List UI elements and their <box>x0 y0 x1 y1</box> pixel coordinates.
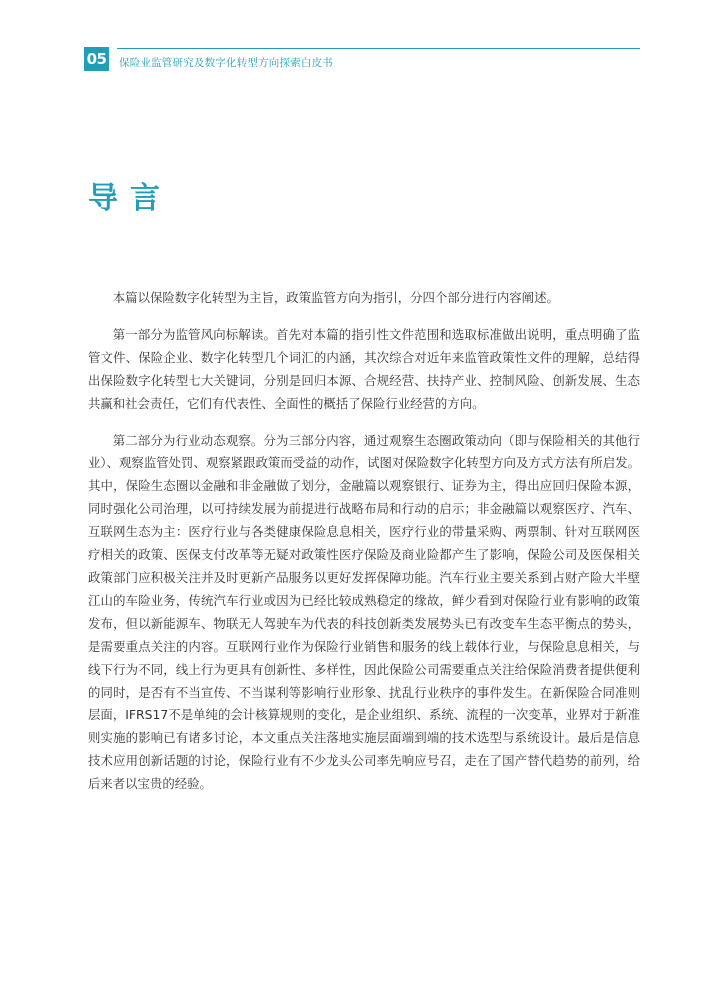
header-rule <box>117 48 640 49</box>
document-title: 保险业监管研究及数字化转型方向探索白皮书 <box>119 57 333 69</box>
paragraph-intro: 本篇以保险数字化转型为主旨，政策监管方向为指引，分四个部分进行内容阐述。 <box>112 290 559 305</box>
body-text <box>88 287 640 810</box>
paragraph-part-two: 第二部分为行业动态观察。分为三部分内容，通过观察生态圈政策动向（即与保险相关的其他行业）、观察监管处罚、观察紧跟政策而受益的动作，试图对保险数字化转型方向及方式方法有所启发。其中，保险生态圈以金融和非金融做了划分，金融篇以观察银行、证券为主，得出应回归保险本源，同时强化公司治理，以可持续发展为前提进行战略布局和行动的启示；非金融篇以观察医疗、汽车、互联网生态为主：医疗行业与各类健康保险息息相关，医疗行业的带量采购、两票制、针对互联网医疗相关的政策、医保支付改革等无疑对政策性医疗保险及商业险都产生了影响，保险公司及医保相关政策部门应积极关注并及时更新产品服务以更好发挥保障功能。汽车行业主要关系到占财产险大半壁江山的车险业务，传统汽车行业或因为已经比较成熟稳定的缘故，鲜少看到对保险行业有影响的政策发布，但以新能源车、物联无人驾驶车为代表的科技创新类发展势头已有改变车生态平衡点的势头，是需要重点关注的内容。互联网行业作为保险行业销售和服务的线上载体行业，与保险息息相关，与线下行为不同，线上行为更具有创新性、多样性，因此保险公司需要重点关注给保险消费者提供便利的同时，是否有不当宣传、不当谋利等影响行业形象、扰乱行业秩序的事件发生。在新保险合同准则层面，IFRS17不是单纯的会计核算规则的变化，是企业组织、系统、流程的一次变革，业界对于新准则实施的影响已有诸多讨论，本文重点关注落地实施层面端到端的技术选型与系统设计。最后是信息技术应用创新话题的讨论，保险行业有不少龙头公司率先响应号召，走在了国产替代趋势的前列，给后来者以宝贵的经验。 <box>88 432 640 792</box>
page-number-badge: 05 <box>84 47 109 71</box>
page-header <box>84 44 640 76</box>
paragraph-part-one: 第一部分为监管风向标解读。首先对本篇的指引性文件范围和选取标准做出说明，重点明确了监管文件、保险企业、数字化转型几个词汇的内涵，其次综合对近年来监管政策性文件的理解，总结得出保险数字化转型七大关键词，分别是回归本源、合规经营、扶持产业、控制风险、创新发展、生态共赢和社会责任，它们有代表性、全面性的概括了保险行业经营的方向。 <box>88 326 640 411</box>
section-title: 导言 <box>88 181 172 216</box>
